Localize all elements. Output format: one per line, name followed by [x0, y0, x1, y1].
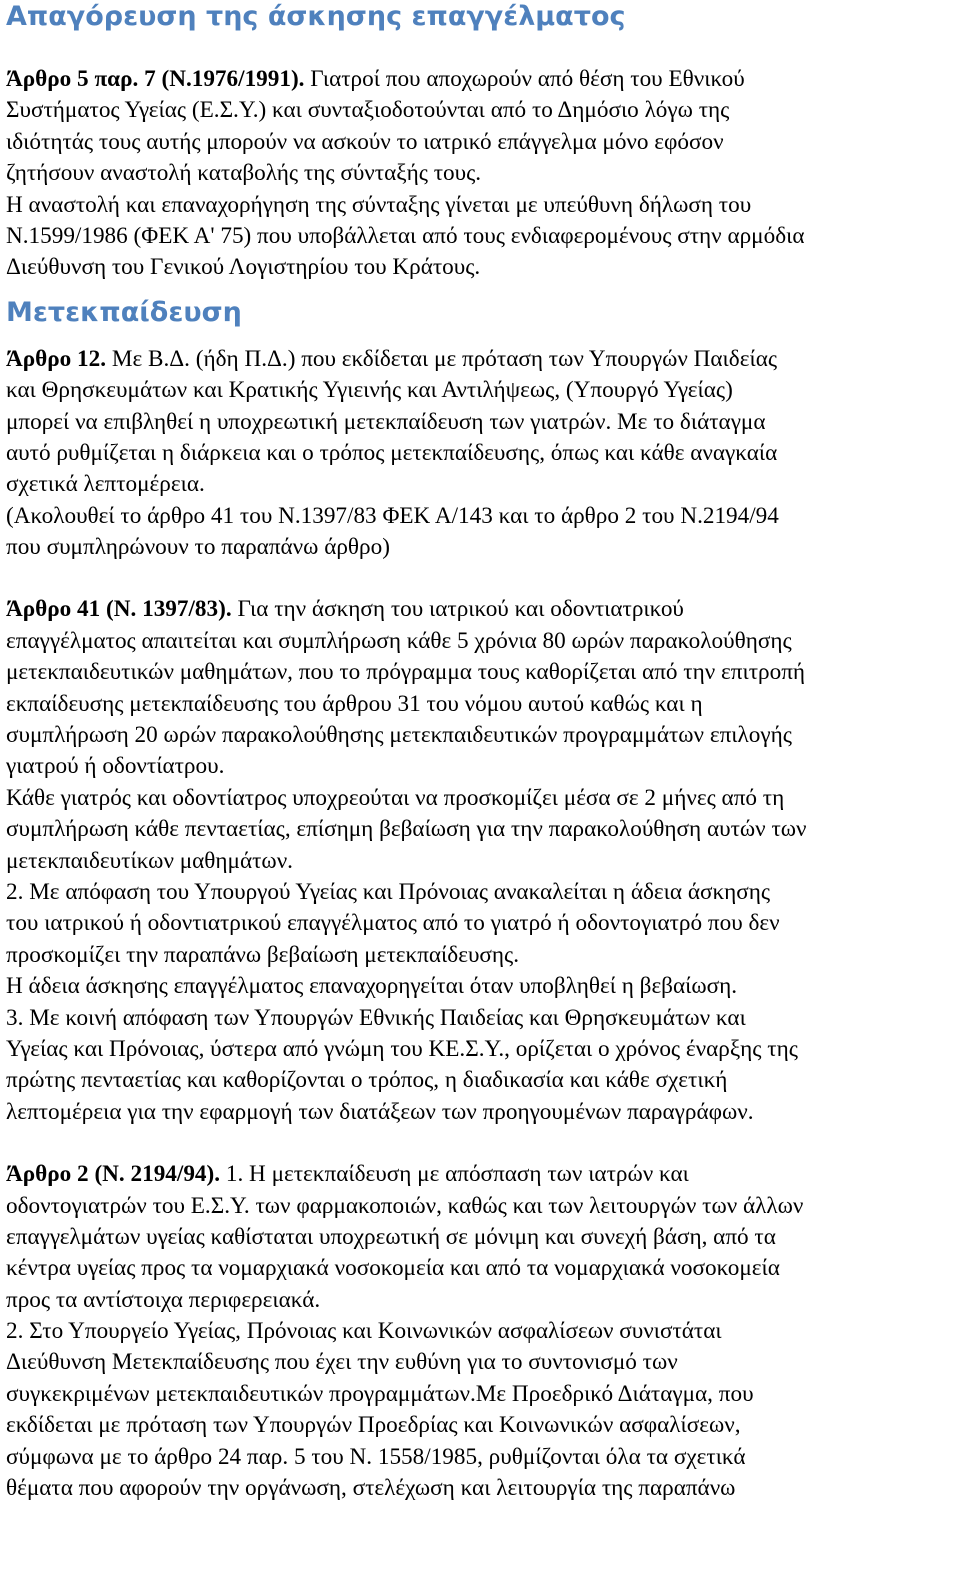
text-line: [6, 1222, 956, 1253]
text-line: [6, 438, 956, 469]
line-text: θέματα που αφορούν την οργάνωση, στελέχωση και λειτουργία της παραπάνω: [6, 1475, 736, 1502]
paragraph-gap: [6, 1128, 956, 1159]
section-heading-training: Μετεκπαίδευση: [6, 296, 242, 328]
line-text: μπορεί να επιβληθεί η υποχρεωτική μετεκπαίδευση των γιατρών. Με το διάταγμα: [6, 408, 766, 435]
text-line: [6, 375, 956, 406]
line-text: κέντρα υγείας προς τα νομαρχιακά νοσοκομεία και από τα νομαρχιακά νοσοκομεία: [6, 1255, 780, 1282]
text-line: [6, 751, 956, 782]
text-line: [6, 158, 956, 189]
line-text: συμπλήρωση 20 ωρών παρακολούθησης μετεκπαιδευτικών προγραμμάτων επιλογής: [6, 722, 792, 749]
line-text: γιατρού ή οδοντίατρου.: [6, 753, 225, 780]
text-line: [6, 95, 956, 126]
text-line: [6, 1253, 956, 1284]
line-text: (Ακολουθεί το άρθρο 41 του Ν.1397/83 ΦΕΚ Α/143 και το άρθρο 2 του Ν.2194/94: [6, 502, 779, 529]
line-text: του ιατρικού ή οδοντιατρικού επαγγέλματος από το γιατρό ή οδοντογιατρό που δεν: [6, 910, 780, 937]
line-text: και Θρησκευμάτων και Κρατικής Υγιεινής και Αντιλήψεως, (Υπουργό Υγείας): [6, 377, 733, 404]
line-text: Διεύθυνση του Γενικού Λογιστηρίου του Κράτους.: [6, 254, 481, 281]
line-text: 2. Στο Υπουργείο Υγείας, Πρόνοιας και Κοινωνικών ασφαλίσεων συνιστάται: [6, 1318, 722, 1345]
line-text: λεπτομέρεια για την εφαρμογή των διατάξεων των προηγουμένων παραγράφων.: [6, 1098, 754, 1125]
line-text: Για την άσκηση του ιατρικού και οδοντιατρικού: [231, 596, 684, 623]
text-line: [6, 1442, 956, 1473]
line-text: Υγείας και Πρόνοιας, ύστερα από γνώμη του ΚΕ.Σ.Υ., ορίζεται ο χρόνος έναρξης της: [6, 1035, 798, 1062]
line-text: επαγγελμάτων υγείας καθίσταται υποχρεωτική σε μόνιμη και συνεχή βάση, από τα: [6, 1223, 776, 1250]
line-text: εκπαίδευσης μετεκπαίδευσης του άρθρου 31 του νόμου αυτού καθώς και η: [6, 690, 703, 717]
line-text: συμπλήρωση κάθε πενταετίας, επίσημη βεβαίωση για την παρακολούθηση αυτών των: [6, 816, 807, 843]
text-line: [6, 127, 956, 158]
text-line: [6, 626, 956, 657]
line-text: Με Β.Δ. (ήδη Π.Δ.) που εκδίδεται με πρόταση των Υπουργών Παιδείας: [106, 345, 778, 372]
text-line: [6, 1159, 956, 1190]
text-line: [6, 501, 956, 532]
text-line: [6, 469, 956, 500]
paragraph-article-2: [6, 1159, 956, 1504]
text-line: [6, 783, 956, 814]
line-text: μετεκπαιδευτικών μαθημάτων, που το πρόγραμμα τους καθορίζεται από την επιτροπή: [6, 659, 806, 686]
line-text: 1. Η μετεκπαίδευση με απόσπαση των ιατρών και: [220, 1161, 689, 1188]
line-text: που συμπληρώνουν το παραπάνω άρθρο): [6, 534, 390, 561]
line-text: Η άδεια άσκησης επαγγέλματος επαναχορηγείται όταν υποβληθεί η βεβαίωση.: [6, 973, 738, 1000]
text-line: [6, 689, 956, 720]
text-line: [6, 908, 956, 939]
text-line: [6, 532, 956, 563]
line-text: Συστήματος Υγείας (Ε.Σ.Υ.) και συνταξιοδοτούνται από το Δημόσιο λόγω της: [6, 97, 730, 124]
text-line: [6, 1379, 956, 1410]
text-line: [6, 1065, 956, 1096]
article-reference: Άρθρο 5 παρ. 7 (Ν.1976/1991).: [6, 66, 305, 92]
text-line: [6, 846, 956, 877]
line-text: Διεύθυνση Μετεκπαίδευσης που έχει την ευθύνη για το συντονισμό των: [6, 1349, 678, 1376]
text-line: [6, 190, 956, 221]
text-line: [6, 1285, 956, 1316]
text-line: [6, 64, 956, 95]
text-line: [6, 657, 956, 688]
text-line: [6, 221, 956, 252]
section-heading-ban: Απαγόρευση της άσκησης επαγγέλματος: [6, 1, 626, 32]
line-text: οδοντογιατρών του Ε.Σ.Υ. των φαρμακοποιών, καθώς και των λειτουργών των άλλων: [6, 1192, 804, 1219]
text-line: [6, 877, 956, 908]
line-text: αυτό ρυθμίζεται η διάρκεια και ο τρόπος μετεκπαίδευσης, όπως και κάθε αναγκαία: [6, 439, 778, 466]
line-text: σύμφωνα με το άρθρο 24 παρ. 5 του Ν. 1558/1985, ρυθμίζονται όλα τα σχετικά: [6, 1443, 746, 1470]
line-text: μετεκπαιδευτίκων μαθημάτων.: [6, 847, 293, 874]
article-reference: Άρθρο 2 (Ν. 2194/94).: [6, 1161, 221, 1188]
line-text: Κάθε γιατρός και οδοντίατρος υποχρεούται να προσκομίζει μέσα σε 2 μήνες από τη: [6, 784, 785, 811]
line-text: επαγγέλματος απαιτείται και συμπλήρωση κάθε 5 χρόνια 80 ωρών παρακολούθησης: [6, 627, 792, 654]
text-line: [6, 1034, 956, 1065]
article-reference: Άρθρο 12.: [6, 345, 107, 372]
line-text: Γιατροί που αποχωρούν από θέση του Εθνικού: [304, 66, 745, 92]
text-line: [6, 252, 956, 283]
text-line: [6, 971, 956, 1002]
line-text: ιδιότητάς τους αυτής μπορούν να ασκούν το ιατρικό επάγγελμα μόνο εφόσον: [6, 128, 724, 155]
line-text: συγκεκριμένων μετεκπαιδευτικών προγραμμάτων.Με Προεδρικό Διάταγμα, που: [6, 1380, 754, 1407]
line-text: εκδίδεται με πρόταση των Υπουργών Προεδρίας και Κοινωνικών ασφαλίσεων,: [6, 1412, 741, 1439]
line-text: προς τα αντίστοιχα περιφερειακά.: [6, 1286, 321, 1313]
line-text: 3. Με κοινή απόφαση των Υπουργών Εθνικής Παιδείας και Θρησκευμάτων και: [6, 1004, 746, 1031]
line-text: Ν.1599/1986 (ΦΕΚ Α' 75) που υποβάλλεται από τους ενδιαφερομένους στην αρμόδια: [6, 222, 805, 249]
text-line: [6, 407, 956, 438]
paragraph-article-12: [6, 344, 956, 564]
text-line: [6, 344, 956, 375]
text-line: [6, 594, 956, 625]
text-line: [6, 1347, 956, 1378]
text-line: [6, 1316, 956, 1347]
text-line: [6, 940, 956, 971]
text-line: [6, 1473, 956, 1504]
text-line: [6, 1191, 956, 1222]
line-text: σχετικά λεπτομέρεια.: [6, 471, 205, 498]
text-line: [6, 720, 956, 751]
line-text: πρώτης πενταετίας και καθορίζονται ο τρόπος, η διαδικασία και κάθε σχετική: [6, 1067, 728, 1094]
article-reference: Άρθρο 41 (Ν. 1397/83).: [6, 596, 232, 623]
paragraph-gap: [6, 563, 956, 594]
line-text: 2. Με απόφαση του Υπουργού Υγείας και Πρόνοιας ανακαλείται η άδεια άσκησης: [6, 878, 771, 905]
text-line: [6, 814, 956, 845]
line-text: ζητήσουν αναστολή καταβολής της σύνταξής τους.: [6, 160, 482, 187]
document-page: [6, 0, 956, 1504]
text-line: [6, 1003, 956, 1034]
line-text: προσκομίζει την παραπάνω βεβαίωση μετεκπαίδευσης.: [6, 941, 520, 968]
paragraph-article-41: [6, 594, 956, 1128]
text-line: [6, 1097, 956, 1128]
text-line: [6, 1410, 956, 1441]
line-text: Η αναστολή και επαναχορήγηση της σύνταξης γίνεται με υπεύθυνη δήλωση του: [6, 191, 752, 218]
paragraph-ban: [6, 64, 956, 284]
